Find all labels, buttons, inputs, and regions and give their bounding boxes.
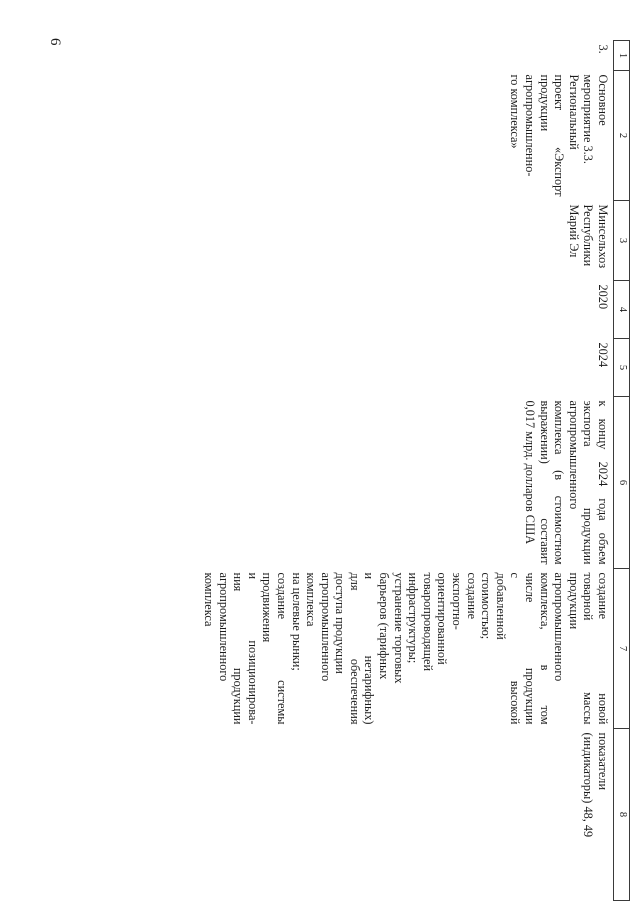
directions-line: устранение торговых <box>391 572 406 684</box>
directions-line: комплекса <box>201 572 216 627</box>
indicators-cell <box>120 729 614 901</box>
directions-line: с высокой <box>508 572 523 725</box>
event-line: го комплекса» <box>508 74 523 149</box>
result-text <box>522 401 610 565</box>
start-year-cell <box>120 281 614 339</box>
result-line: комплекса (в стоимостном <box>552 400 567 565</box>
event-line: проект «Экспорт <box>552 74 567 197</box>
col-8-header: 8 <box>614 729 630 901</box>
directions-line: для обеспечения <box>347 572 362 725</box>
directions-line: агропромышленного <box>216 572 231 682</box>
directions-text <box>201 573 610 725</box>
page-number: 6 <box>47 38 63 46</box>
directions-line: товаропроводящей <box>420 572 435 672</box>
result-line: экспорта продукции <box>581 400 596 565</box>
end-year-cell <box>120 339 614 397</box>
directions-line: создание <box>464 572 479 620</box>
directions-line: продукции <box>566 572 581 630</box>
executor-line: Марий Эл <box>566 204 581 258</box>
result-line: агропромышленного <box>566 400 581 510</box>
result-line: 0,017 млрд. долларов США <box>523 400 538 545</box>
executor-line: Республики <box>581 204 596 267</box>
directions-line: комплекса, в том <box>537 572 552 725</box>
executor-line: Минсельхоз <box>596 204 610 269</box>
col-1-header: 1 <box>614 41 630 71</box>
directions-line: на целевые рынки; <box>289 572 304 671</box>
row-number-cell <box>120 41 614 71</box>
event-line: агропромышленно- <box>523 74 538 177</box>
directions-cell <box>120 569 614 729</box>
directions-line: ния продукции <box>231 572 246 725</box>
directions-line: доступа продукции <box>333 572 348 674</box>
directions-line: продвижения <box>260 572 275 643</box>
directions-line: ориентированной <box>435 572 450 665</box>
directions-line: создание новой <box>596 572 610 725</box>
directions-line: агропромышленного <box>552 572 567 682</box>
col-2-header: 2 <box>614 71 630 201</box>
event-line: Региональный <box>566 74 581 150</box>
event-line: продукции <box>537 74 552 132</box>
directions-line: добавленной <box>493 572 508 640</box>
col-7-header: 7 <box>614 569 630 729</box>
result-line: к концу 2024 года объем <box>596 400 610 565</box>
directions-line: создание системы <box>274 572 289 725</box>
result-cell <box>120 397 614 569</box>
event-cell <box>120 71 614 201</box>
program-table <box>120 40 630 901</box>
directions-line: и позиционирова- <box>245 572 260 725</box>
directions-line: товарной массы <box>581 572 596 725</box>
executor-cell <box>120 201 614 281</box>
rotated-table-container <box>110 40 630 900</box>
directions-line: агропромышленного <box>318 572 333 682</box>
directions-line: и нетарифных) <box>362 572 377 725</box>
indicators-line: (индикаторы) 48, 49 <box>581 732 596 838</box>
indicators-line: показатели <box>596 732 610 791</box>
event-line: мероприятие 3.3. <box>581 74 596 164</box>
table-row <box>120 41 614 901</box>
header-number-row <box>614 41 630 901</box>
executor-text <box>566 205 610 277</box>
col-5-header: 5 <box>614 339 630 397</box>
start-year: 2020 <box>596 284 610 310</box>
directions-line: числе продукции <box>523 572 538 725</box>
col-3-header: 3 <box>614 201 630 281</box>
event-text <box>508 75 610 197</box>
directions-line: инфраструктуры; <box>406 572 421 664</box>
row-number: 3. <box>596 44 610 54</box>
result-line: выражении) составит <box>537 400 552 565</box>
event-line: Основное <box>596 74 610 126</box>
end-year: 2024 <box>596 342 610 368</box>
col-4-header: 4 <box>614 281 630 339</box>
directions-line: стоимостью; <box>479 572 494 640</box>
directions-line: комплекса <box>304 572 319 627</box>
indicators-text <box>581 733 610 897</box>
directions-line: экспортно- <box>450 572 465 630</box>
directions-line: барьеров (тарифных <box>377 572 392 680</box>
col-6-header: 6 <box>614 397 630 569</box>
